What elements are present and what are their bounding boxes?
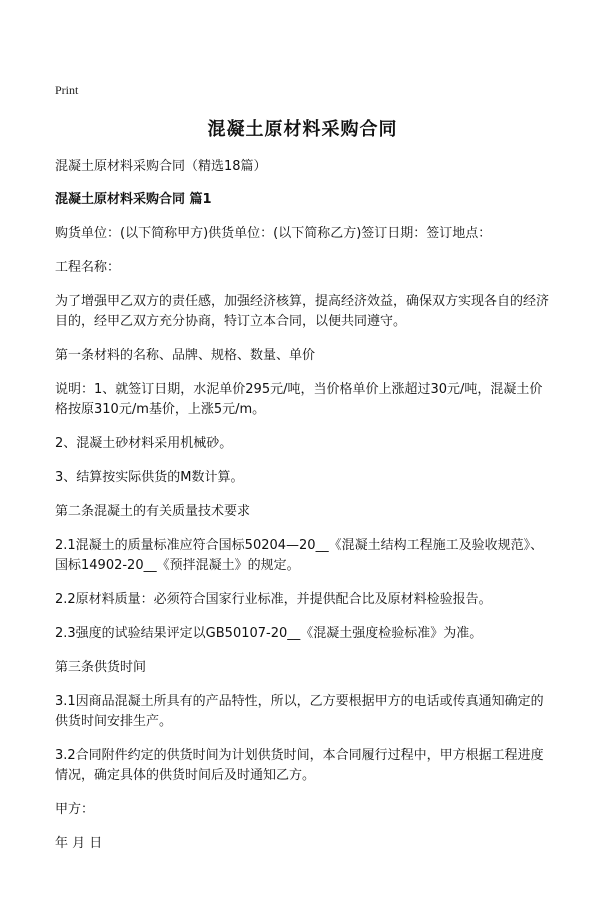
- document-body: [55, 115, 550, 868]
- paragraph-parties: 购货单位：(以下简称甲方)供货单位：(以下简称乙方)签订日期：签订地点：: [55, 226, 492, 241]
- document-subtitle: 混凝土原材料采购合同（精选18篇）: [55, 159, 267, 174]
- document-title: 混凝土原材料采购合同: [207, 119, 398, 140]
- paragraph-purpose: 为了增强甲乙双方的责任感，加强经济核算，提高经济效益，确保双方实现各自的经济目的，经甲乙双方充分协商，特订立本合同，以便共同遵守。: [55, 294, 550, 329]
- paragraph-project-name: 工程名称：: [55, 260, 121, 275]
- paragraph-2-2: 2.2原材料质量：必须符合国家行业标准，并提供配合比及原材料检验报告。: [55, 592, 492, 607]
- article-3-heading: 第三条供货时间: [55, 660, 147, 675]
- paragraph-settlement: 3、结算按实际供货的M数计算。: [55, 470, 244, 485]
- paragraph-2-3: 2.3强度的试验结果评定以GB50107-20__《混凝土强度检验标准》为准。: [55, 626, 483, 641]
- paragraph-3-2: 3.2合同附件约定的供货时间为计划供货时间，本合同履行过程中，甲方根据工程进度情况，确定具体的供货时间后及时通知乙方。: [55, 748, 544, 783]
- article-2-heading: 第二条混凝土的有关质量技术要求: [55, 504, 251, 519]
- print-label[interactable]: Print: [55, 83, 79, 97]
- paragraph-sand: 2、混凝土砂材料采用机械砂。: [55, 436, 233, 451]
- signature-party-a: 甲方：: [55, 802, 95, 817]
- paragraph-2-1: 2.1混凝土的质量标准应符合国标50204—20__《混凝土结构工程施工及验收规范》、国标14902-20__《预拌混凝土》的规定。: [55, 538, 544, 573]
- signature-date: 年 月 日: [55, 836, 103, 851]
- paragraph-price-note: 说明：1、就签订日期，水泥单价295元/吨，当价格单价上涨超过30元/吨，混凝土价格按原310元/m基价，上涨5元/m。: [55, 382, 543, 417]
- section-heading: 混凝土原材料采购合同 篇1: [55, 192, 212, 207]
- article-1-heading: 第一条材料的名称、品牌、规格、数量、单价: [55, 348, 316, 363]
- paragraph-3-1: 3.1因商品混凝土所具有的产品特性，所以，乙方要根据甲方的电话或传真通知确定的供货时间安排生产。: [55, 694, 544, 729]
